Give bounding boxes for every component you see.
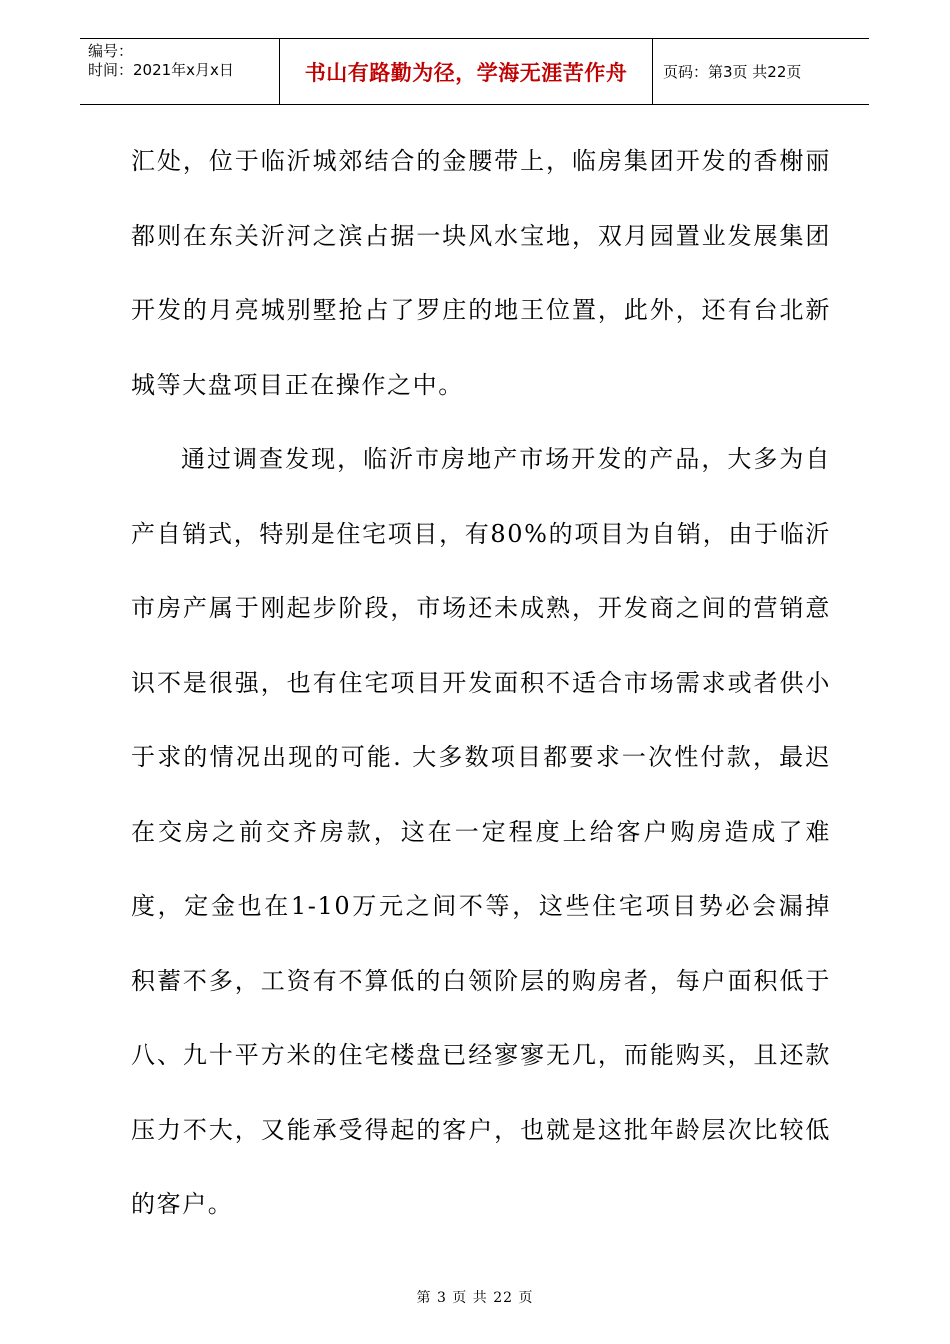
header-meta (80, 39, 280, 104)
paragraph: 通过调查发现，临沂市房地产市场开发的产品，大多为自产自销式，特别是住宅项目，有80%的项目为自销，由于临沂市房产属于刚起步阶段，市场还未成熟，开发商之间的营销意识不是很强，也有住宅项目开发面积不适合市场需求或者供小于求的情况出现的可能. 大多数项目都要求一次性付款，最迟在交房之前交齐房款，这在一定程度上给客户购房造成了难度，定金也在1-10万元之间不等，这些住宅项目势必会漏掉积蓄不多，工资有不算低的白领阶层的购房者，每户面积低于八、九十平方米的住宅楼盘已经寥寥无几，而能购买，且还款压力不大，又能承受得起的客户，也就是这批年龄层次比较低的客户。 (131, 445, 831, 1218)
header-page-info: 页码：第3页 共22页 (663, 63, 802, 81)
document-body (131, 124, 831, 1242)
page-footer: 第 3 页 共 22 页 (416, 1290, 534, 1306)
header-slogan: 书山有路勤为径，学海无涯苦作舟 (280, 39, 653, 104)
paragraph: 汇处，位于临沂城郊结合的金腰带上，临房集团开发的香榭丽都则在东关沂河之滨占据一块风水宝地，双月园置业发展集团开发的月亮城别墅抢占了罗庄的地王位置，此外，还有台北新城等大盘项目正在操作之中。 (131, 147, 831, 399)
document-date: 时间：2021年x月x日 (88, 61, 234, 79)
document-number-label: 编号： (88, 42, 134, 60)
page-header (80, 38, 869, 105)
